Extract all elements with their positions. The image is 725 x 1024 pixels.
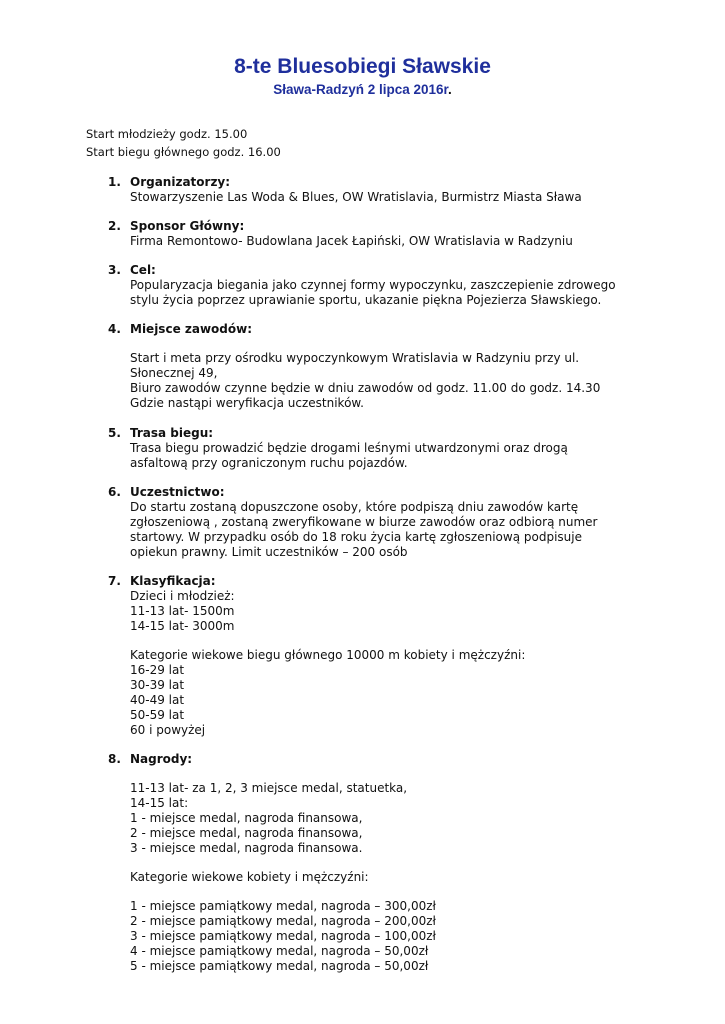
section-line: 2 - miejsce pamiątkowy medal, nagroda – 200,00zł [130, 914, 436, 928]
section-line: zgłoszeniową , zostaną zweryfikowane w biurze zawodów oraz odbiorą numer [130, 515, 598, 529]
section-heading: Sponsor Główny: [130, 219, 245, 233]
section-line: startowy. W przypadku osób do 18 roku życia kartę zgłoszeniową podpisuje [130, 530, 582, 544]
section-line: Kategorie wiekowe biegu głównego 10000 m kobiety i mężczyźni: [130, 648, 526, 662]
section-line: Do startu zostaną dopuszczone osoby, które podpiszą dniu zawodów kartę [130, 500, 579, 514]
section-number: 4. [108, 322, 121, 336]
section-number: 6. [108, 485, 121, 499]
document-subtitle [0, 82, 725, 97]
section-line: 1 - miejsce medal, nagroda finansowa, [130, 811, 363, 825]
section-number: 2. [108, 219, 121, 233]
section-line: Kategorie wiekowe kobiety i mężczyźni: [130, 870, 369, 884]
section-heading: Trasa biegu: [130, 426, 214, 440]
section-number: 8. [108, 752, 121, 766]
start-time-youth: Start młodzieży godz. 15.00 [86, 127, 248, 141]
section-heading: Miejsce zawodów: [130, 322, 253, 336]
section-line: 11-13 lat- 1500m [130, 604, 235, 618]
section-heading: Klasyfikacja: [130, 574, 216, 588]
section-heading: Organizatorzy: [130, 175, 231, 189]
section-number: 5. [108, 426, 121, 440]
section-line: 30-39 lat [130, 678, 185, 692]
section-number: 7. [108, 574, 121, 588]
section-line: Start i meta przy ośrodku wypoczynkowym Wratislavia w Radzyniu przy ul. [130, 351, 580, 365]
section-line: 16-29 lat [130, 663, 185, 677]
section-line: asfaltową przy ograniczonym ruchu pojazdów. [130, 456, 408, 470]
section-line: 3 - miejsce medal, nagroda finansowa. [130, 841, 363, 855]
section-line: Słonecznej 49, [130, 366, 218, 380]
document-title: 8-te Bluesobiegi Sławskie [234, 55, 491, 78]
section-line: Dzieci i młodzież: [130, 589, 235, 603]
section-line: Firma Remontowo- Budowlana Jacek Łapiński, OW Wratislavia w Radzyniu [130, 234, 573, 248]
section-line: 14-15 lat: [130, 796, 189, 810]
section-line: 2 - miejsce medal, nagroda finansowa, [130, 826, 363, 840]
section-line: 3 - miejsce pamiątkowy medal, nagroda – 100,00zł [130, 929, 436, 943]
subtitle-text: Sława-Radzyń 2 lipca 2016r [273, 82, 449, 97]
section-line: opiekun prawny. Limit uczestników – 200 osób [130, 545, 408, 559]
section-line: stylu życia poprzez uprawianie sportu, ukazanie piękna Pojezierza Sławskiego. [130, 293, 602, 307]
section-heading: Uczestnictwo: [130, 485, 225, 499]
section-line: 11-13 lat- za 1, 2, 3 miejsce medal, statuetka, [130, 781, 408, 795]
section-line: 60 i powyżej [130, 723, 206, 737]
section-heading: Nagrody: [130, 752, 193, 766]
start-time-main: Start biegu głównego godz. 16.00 [86, 145, 281, 159]
section-line: 4 - miejsce pamiątkowy medal, nagroda – 50,00zł [130, 944, 429, 958]
section-line: Trasa biegu prowadzić będzie drogami leśnymi utwardzonymi oraz drogą [130, 441, 568, 455]
section-line: 1 - miejsce pamiątkowy medal, nagroda – 300,00zł [130, 899, 436, 913]
section-heading: Cel: [130, 263, 156, 277]
section-line: Popularyzacja biegania jako czynnej formy wypoczynku, zaszczepienie zdrowego [130, 278, 616, 292]
section-line: Stowarzyszenie Las Woda & Blues, OW Wratislavia, Burmistrz Miasta Sława [130, 190, 582, 204]
section-line: 14-15 lat- 3000m [130, 619, 235, 633]
section-line: 40-49 lat [130, 693, 185, 707]
section-line: 50-59 lat [130, 708, 185, 722]
section-line: Biuro zawodów czynne będzie w dniu zawodów od godz. 11.00 do godz. 14.30 [130, 381, 601, 395]
section-line: Gdzie nastąpi weryfikacja uczestników. [130, 396, 364, 410]
section-number: 3. [108, 263, 121, 277]
subtitle-period: . [448, 82, 452, 97]
section-number: 1. [108, 175, 121, 189]
section-line: 5 - miejsce pamiątkowy medal, nagroda – 50,00zł [130, 959, 429, 973]
